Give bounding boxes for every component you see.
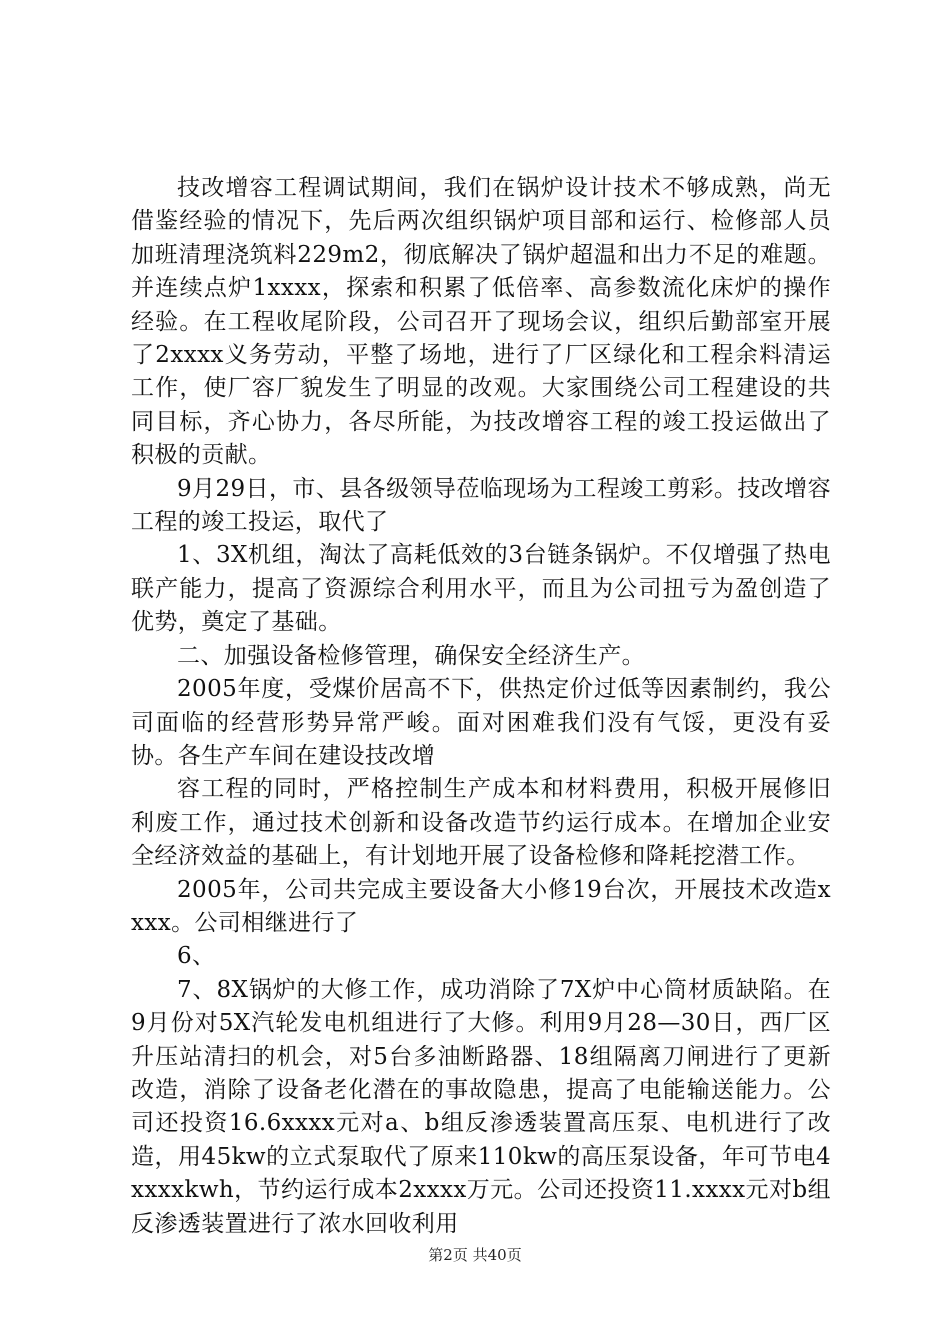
paragraph-boiler-commissioning: 技改增容工程调试期间，我们在锅炉设计技术不够成熟，尚无借鉴经验的情况下，先后两次组织锅炉项目部和运行、检修部人员加班清理浇筑料229m2，彻底解决了锅炉超温和出力不足的难题。并连续点炉1xxxx，探索和积累了低倍率、高参数流化床炉的操作经验。在工程收尾阶段，公司召开了现场会议，组织后勤部室开展了2xxxx义务劳动，平整了场地，进行了厂区绿化和工程余料清运工作，使厂容厂貌发生了明显的改观。大家围绕公司工程建设的共同目标，齐心协力，各尽所能，为技改增容工程的竣工投运做出了积极的贡献。 (131, 175, 831, 469)
document-body (131, 172, 831, 1241)
section-heading-maintenance: 二、加强设备检修管理，确保安全经济生产。 (177, 642, 645, 669)
paragraph-2005-situation: 2005年度，受煤价居高不下，供热定价过低等因素制约，我公司面临的经营形势异常严峻。面对困难我们没有气馁，更没有妥协。各生产车间在建设技改增 (131, 676, 831, 769)
paragraph-cost-control: 容工程的同时，严格控制生产成本和材料费用，积极开展修旧利废工作，通过技术创新和设备改造节约运行成本。在增加企业安全经济效益的基础上，有计划地开展了设备检修和降耗挖潜工作。 (131, 776, 831, 870)
paragraph-units-replaced: 1、3X机组，淘汰了高耗低效的3台链条锅炉。不仅增强了热电联产能力，提高了资源综合利用水平，而且为公司扭亏为盈创造了优势，奠定了基础。 (131, 542, 831, 636)
paragraph-boiler-overhaul: 7、8X锅炉的大修工作，成功消除了7X炉中心筒材质缺陷。在9月份对5X汽轮发电机组进行了大修。利用9月28—30日，西厂区升压站清扫的机会，对5台多油断路器、18组隔离刀闸进行了更新改造，消除了设备老化潜在的事故隐患，提高了电能输送能力。公司还投资16.6xxxx元对a、b组反渗透装置高压泵、电机进行了改造，用45kw的立式泵取代了原来110kw的高压泵设备，年可节电4xxxxkwh，节约运行成本2xxxx万元。公司还投资11.xxxx元对b组反渗透装置进行了浓水回收利用 (131, 976, 831, 1237)
paragraph-2005-overhauls: 2005年，公司共完成主要设备大小修19台次，开展技术改造xxxx。公司相继进行了 (131, 876, 831, 936)
page-footer: 第2页 共40页 (428, 1246, 522, 1264)
paragraph-ribbon-cutting: 9月29日，市、县各级领导莅临现场为工程竣工剪彩。技改增容工程的竣工投运，取代了 (131, 475, 831, 536)
paragraph-list-item-6: 6、 (177, 943, 216, 970)
